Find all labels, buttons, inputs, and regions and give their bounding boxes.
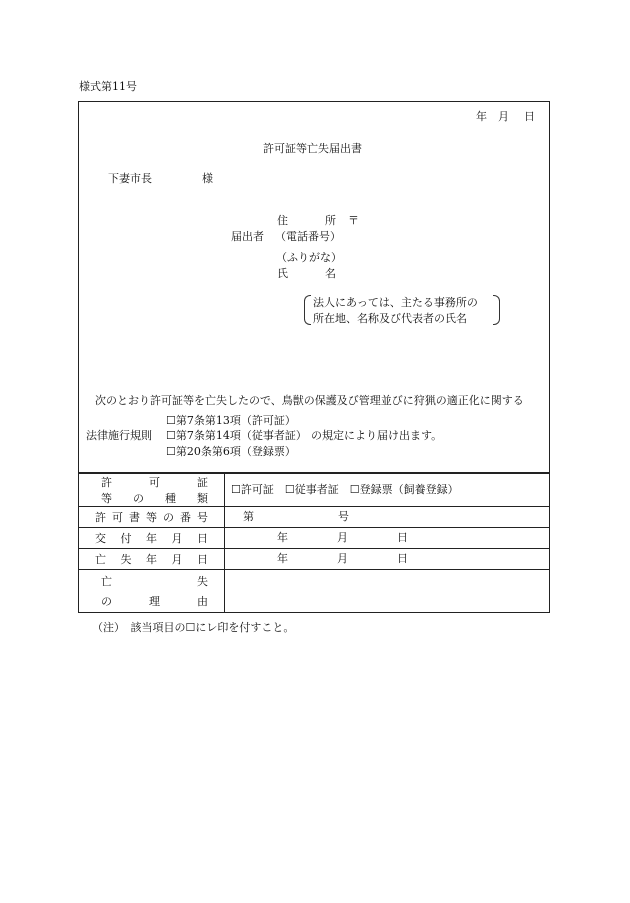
regulation-option-1: ☐第7条第13項（許可証） <box>166 414 296 427</box>
date-day-label: 日 <box>524 110 535 123</box>
label-char: 可 <box>112 511 123 524</box>
label-char: 種 <box>165 492 176 505</box>
regulation-suffix: の規定により届け出ます。 <box>311 429 443 442</box>
corporate-note-left-bracket <box>304 295 311 325</box>
label-char: の <box>101 595 112 608</box>
label-char: 理 <box>149 595 160 608</box>
addressee-name: 下妻市長 <box>108 172 152 185</box>
label-char: 年 <box>146 553 157 566</box>
label-char: 亡 <box>101 575 112 588</box>
document-title: 許可証等亡失届出書 <box>263 142 362 155</box>
label-char: の <box>163 511 174 524</box>
label-char: 付 <box>120 532 132 545</box>
label-char: 日 <box>197 532 208 545</box>
label-char: 可 <box>149 476 160 489</box>
reason-label <box>79 570 225 612</box>
label-char: 亡 <box>95 553 106 566</box>
number-label <box>79 507 225 527</box>
permit-type-label <box>79 474 225 506</box>
postal-mark: 〒 <box>348 214 359 227</box>
label-char: の <box>133 492 144 505</box>
loss-date-label <box>79 549 225 569</box>
addressee-honorific: 様 <box>202 172 213 185</box>
label-char: 番 <box>180 511 191 524</box>
loss-date-value[interactable] <box>225 549 549 569</box>
address-label-2: 所 <box>325 214 336 227</box>
loss-month-label: 月 <box>337 552 348 565</box>
label-char: 許 <box>101 476 112 489</box>
issue-year-label: 年 <box>277 531 288 544</box>
loss-year-label: 年 <box>277 552 288 565</box>
form-frame <box>78 101 550 473</box>
regulation-option-3: ☐第20条第6項（登録票） <box>166 445 296 458</box>
permit-type-value[interactable] <box>225 474 549 506</box>
label-char: 失 <box>197 575 208 588</box>
label-char: 月 <box>171 532 183 545</box>
furigana-label: （ふりがな） <box>276 251 342 264</box>
applicant-label: 届出者 <box>231 230 264 243</box>
table-row-reason <box>79 569 549 612</box>
loss-day-label: 日 <box>397 552 408 565</box>
phone-label: （電話番号） <box>275 230 341 243</box>
issue-day-label: 日 <box>397 531 408 544</box>
name-label-2: 名 <box>325 267 336 280</box>
label-char: 等 <box>101 492 112 505</box>
label-char: 証 <box>197 476 208 489</box>
issue-month-label: 月 <box>337 531 348 544</box>
address-label-1: 住 <box>277 214 288 227</box>
date-month-label: 月 <box>498 110 509 123</box>
corporate-note-line-1: 法人にあっては、主たる事務所の <box>313 296 478 309</box>
footnote: （注） 該当項目の☐にレ印を付すこと。 <box>92 621 295 634</box>
regulation-option-2: ☐第7条第14項（従事者証） <box>166 429 307 442</box>
corporate-note-right-bracket <box>493 295 500 325</box>
label-char: 号 <box>197 511 208 524</box>
regulation-law-label: 法律施行規則 <box>86 429 152 442</box>
table-row-permit-type <box>79 474 549 506</box>
issue-date-label <box>79 528 225 548</box>
permit-loss-table <box>78 473 550 613</box>
label-char: 書 <box>129 511 140 524</box>
name-label-1: 氏 <box>277 267 288 280</box>
number-prefix: 第 <box>243 510 254 523</box>
label-char: 年 <box>146 532 157 545</box>
table-row-number <box>79 506 549 527</box>
statement-text: 次のとおり許可証等を亡失したので、鳥獣の保護及び管理並びに狩猟の適正化に関する <box>95 394 524 407</box>
label-char: 失 <box>120 553 132 566</box>
date-year-label: 年 <box>476 110 487 123</box>
label-char: 由 <box>197 595 208 608</box>
label-char: 等 <box>146 511 157 524</box>
form-number: 様式第11号 <box>79 80 137 93</box>
label-char: 交 <box>95 532 106 545</box>
number-suffix: 号 <box>338 510 349 523</box>
label-char: 類 <box>197 492 208 505</box>
issue-date-value[interactable] <box>225 528 549 548</box>
corporate-note-line-2: 所在地、名称及び代表者の氏名 <box>313 312 467 325</box>
label-char: 許 <box>95 511 106 524</box>
permit-type-options[interactable]: ☐許可証 ☐従事者証 ☐登録票（飼養登録） <box>231 483 459 496</box>
number-value[interactable] <box>225 507 549 527</box>
table-row-loss-date <box>79 548 549 569</box>
label-char: 日 <box>197 553 208 566</box>
label-char: 月 <box>171 553 183 566</box>
reason-value[interactable] <box>225 570 549 612</box>
table-row-issue-date <box>79 527 549 548</box>
